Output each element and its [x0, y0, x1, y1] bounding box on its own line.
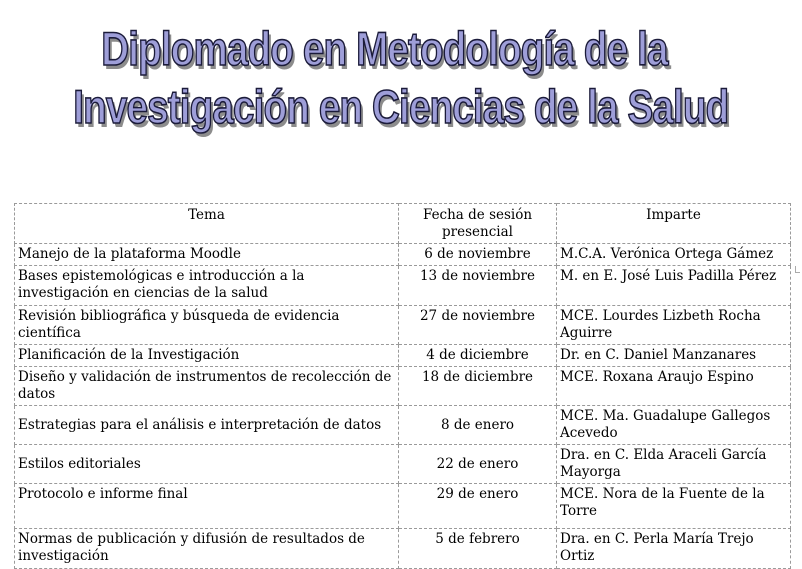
cell-fecha: 18 de diciembre [399, 367, 557, 406]
cell-tema: Protocolo e informe final [15, 484, 399, 529]
table-row [15, 406, 791, 445]
table-row [15, 266, 791, 306]
cell-tema: Estrategias para el análisis e interpretación de datos [15, 406, 399, 445]
cell-fecha: 22 de enero [399, 445, 557, 484]
table-row [15, 244, 791, 266]
table-row [15, 484, 791, 529]
cell-imparte: MCE. Nora de la Fuente de la Torre [557, 484, 791, 529]
table-row [15, 529, 791, 569]
schedule-table [14, 203, 791, 569]
table-row [15, 345, 791, 367]
cell-fecha: 8 de enero [399, 406, 557, 445]
cell-tema: Bases epistemológicas e introducción a la investigación en ciencias de la salud [15, 266, 399, 306]
cell-fecha: 5 de febrero [399, 529, 557, 569]
cell-fecha: 29 de enero [399, 484, 557, 529]
cell-fecha: 4 de diciembre [399, 345, 557, 367]
table-row [15, 306, 791, 345]
table-resize-handle [795, 266, 800, 273]
cell-imparte: M. en E. José Luis Padilla Pérez [557, 266, 791, 306]
cell-tema: Manejo de la plataforma Moodle [15, 244, 399, 266]
cell-fecha: 13 de noviembre [399, 266, 557, 306]
title-line-1: Diplomado en Metodología de la [101, 22, 668, 75]
document-title [72, 20, 730, 136]
cell-tema: Normas de publicación y difusión de resultados de investigación [15, 529, 399, 569]
cell-tema: Revisión bibliográfica y búsqueda de evidencia científica [15, 306, 399, 345]
cell-imparte: Dra. en C. Elda Araceli García Mayorga [557, 445, 791, 484]
table-header-row [15, 204, 791, 244]
cell-fecha: 6 de noviembre [399, 244, 557, 266]
cell-fecha: 27 de noviembre [399, 306, 557, 345]
header-tema: Tema [15, 204, 399, 244]
cell-imparte: Dra. en C. Perla María Trejo Ortiz [557, 529, 791, 569]
cell-imparte: M.C.A. Verónica Ortega Gámez [557, 244, 791, 266]
header-imparte: Imparte [557, 204, 791, 244]
cell-tema: Diseño y validación de instrumentos de recolección de datos [15, 367, 399, 406]
header-fecha: Fecha de sesión presencial [399, 204, 557, 244]
table-row [15, 445, 791, 484]
title-line-2: Investigación en Ciencias de la Salud [73, 80, 729, 133]
cell-imparte: MCE. Ma. Guadalupe Gallegos Acevedo [557, 406, 791, 445]
cell-imparte: Dr. en C. Daniel Manzanares [557, 345, 791, 367]
cell-tema: Estilos editoriales [15, 445, 399, 484]
cell-imparte: MCE. Lourdes Lizbeth Rocha Aguirre [557, 306, 791, 345]
cell-imparte: MCE. Roxana Araujo Espino [557, 367, 791, 406]
cell-tema: Planificación de la Investigación [15, 345, 399, 367]
table-row [15, 367, 791, 406]
